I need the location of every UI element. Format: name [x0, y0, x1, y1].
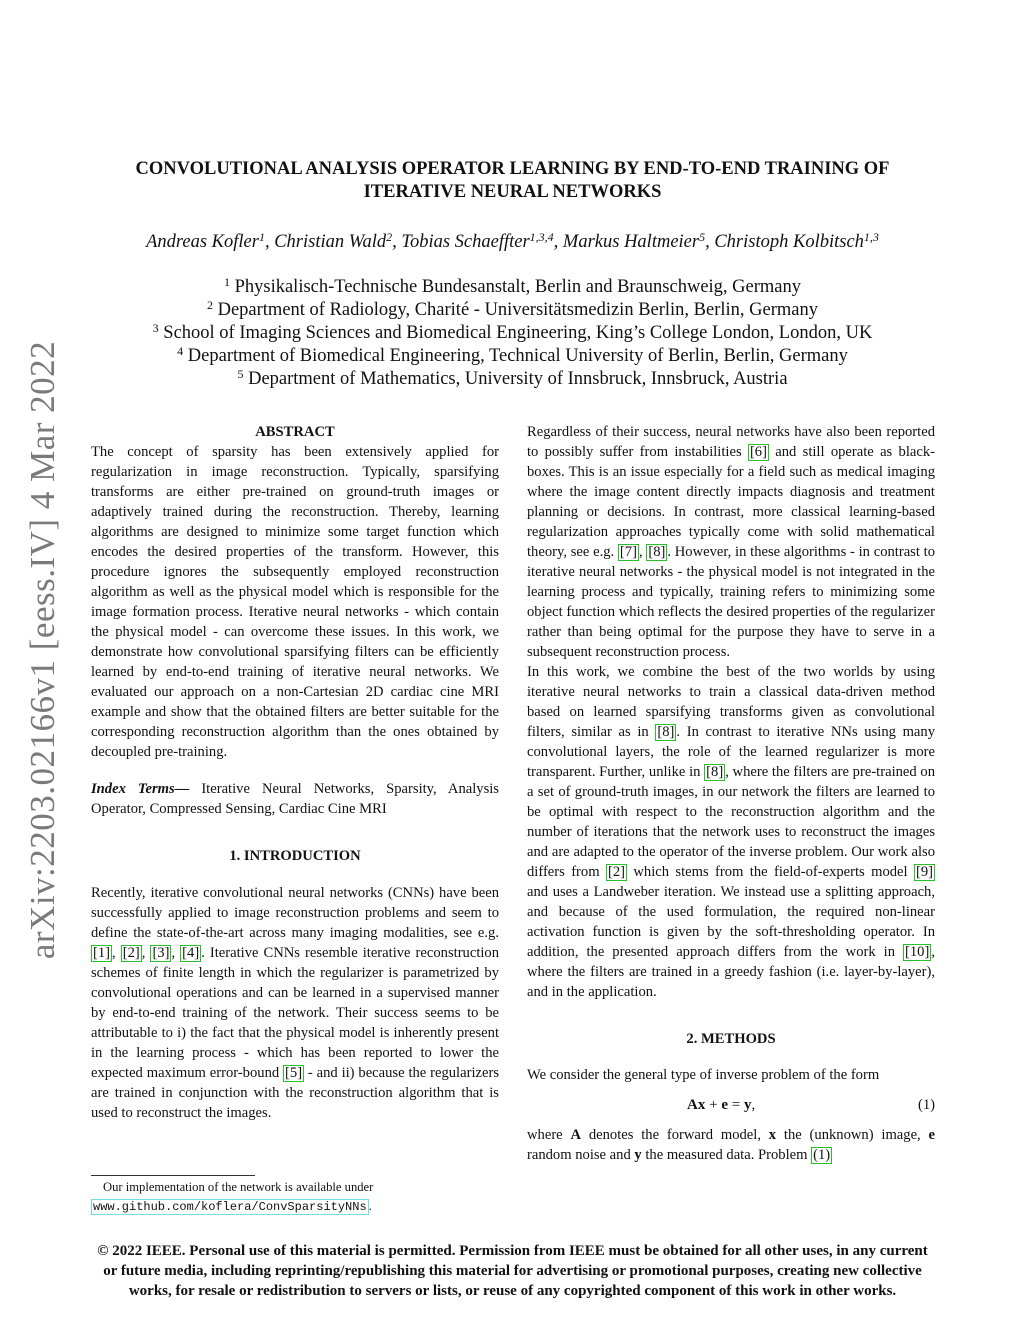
author: Markus Haltmeier$^5$, [562, 230, 715, 252]
affiliation-list [90, 276, 935, 391]
citation-link[interactable]: [3] [152, 945, 170, 961]
citation-link[interactable]: [8] [706, 764, 724, 780]
citation-link[interactable]: [1] [93, 945, 111, 961]
citation-link[interactable]: [6] [749, 444, 767, 460]
affiliation: $^5$ Department of Mathematics, University of Innsbruck, Innsbruck, Austria [237, 367, 788, 389]
equation-math: Ax + e = y, [687, 1097, 756, 1113]
citation-link[interactable]: [2] [607, 864, 625, 880]
citation-link[interactable]: [2] [122, 945, 140, 961]
paper-title: CONVOLUTIONAL ANALYSIS OPERATOR LEARNING BY END-TO-END TRAINING OF ITERATIVE NEURAL NETWORKS [135, 159, 890, 202]
author: Tobias Schaeffter$^{1,3,4}$, [401, 230, 563, 252]
affiliation: $^3$ School of Imaging Sciences and Biomedical Engineering, King’s College London, London, UK [152, 321, 873, 343]
methods-intro: We consider the general type of inverse problem of the form [527, 1067, 880, 1083]
equation-ref-link[interactable]: (1) [813, 1147, 831, 1163]
index-terms: Index Terms— Iterative Neural Networks, Sparsity, Analysis Operator, Compressed Sensing, Cardiac Cine MRI [91, 781, 499, 817]
equation-1 [527, 1095, 935, 1117]
introduction-text: Recently, iterative convolutional neural networks (CNNs) have been successfully applied to image reconstruction problems and seem to define the state-of-the-art across many imaging modalities, see e.g. [1] , [2] , [3] , [4] . Iterative CNNs resemble iterative reconstruction schemes of finite length in which the regularizer is parametrized by convolutional operations and can be learned in a supervised manner by end-to-end training of the network. Their success seems to be attributable to i) the fact that the physical model is inherently present in the learning process - which has been reported to lower the expected maximum error-bound [5] - and ii) because the regularizers are trained in conjunction with the reconstruction algorithm that is used to reconstruct the images. [91, 885, 500, 1121]
citation-link[interactable]: [10] [905, 944, 930, 960]
left-column [91, 422, 499, 1123]
affiliation: $^2$ Department of Radiology, Charité - Universitätsmedizin Berlin, Berlin, Germany [206, 298, 819, 320]
abstract-text: The concept of sparsity has been extensively applied for regularization in image reconstruction. Typically, sparsifying transforms are either pre-trained on ground-truth images or adaptively trained during the reconstruction. Thereby, learning algorithms are designed to minimize some target function which encodes the desired properties of the transform. However, this procedure ignores the subsequently employed reconstruction algorithm as well as the physical model which is responsible for the image formation process. Iterative neural networks - which contain the physical model - can overcome these issues. In this work, we demonstrate how convolutional sparsifying filters can be efficiently learned by end-to-end training of iterative neural networks. We evaluated our approach on a non-Cartesian 2D cardiac cine MRI example and show that the obtained filters are better suitable for the corresponding reconstruction algorithm than the ones obtained by decoupled pre-training. [91, 444, 499, 760]
citation-link[interactable]: [8] [648, 544, 666, 560]
intro-paragraph-2: Regardless of their success, neural networks have also been reported to possibly suffer from instabilities [6] and still operate as black-boxes. This is an issue especially for a field such as medical imaging where the image content directly impacts diagnosis and treatment planning or decisions. In contrast, more classical learning-based regularization approaches typically come with solid mathematical theory, see e.g. [7] , [8] . However, in these algorithms - in contrast to iterative neural networks - the physical model is not integrated in the learning process and typically, training refers to minimizing some object function which reflects the desired properties of the regularizer rather than being optimal for the purpose they have to serve in a subsequent reconstruction process. [527, 424, 936, 660]
citation-link[interactable]: [8] [657, 724, 675, 740]
affiliation: $^1$ Physikalisch-Technische Bundesanstalt, Berlin and Braunschweig, Germany [223, 275, 802, 297]
right-column [527, 422, 935, 1165]
arxiv-id-text: arXiv:2203.02166v1 [eess.IV] 4 Mar 2022 [23, 340, 62, 960]
arxiv-side-identifier [8, 340, 78, 960]
index-terms-label: Index Terms— [91, 781, 190, 797]
equation-number: (1) [917, 1097, 935, 1113]
abstract-heading: ABSTRACT [255, 424, 335, 440]
methods-text: where A denotes the forward model, x the (unknown) image, e random noise and y the measured data. Problem (1) [527, 1127, 935, 1163]
citation-link[interactable]: [5] [285, 1065, 303, 1081]
methods-heading: 2. METHODS [686, 1031, 776, 1047]
affiliation: $^4$ Department of Biomedical Engineering, Technical University of Berlin, Berlin, Germany [177, 344, 848, 366]
author-list [90, 230, 935, 254]
copyright-notice: © 2022 IEEE. Personal use of this material is permitted. Permission from IEEE must be obtained for all other uses, in any current or future media, including reprinting/republishing this material for advertising or promotional purposes, creating new collective works, for resale or redistribution to servers or lists, or reuse of any copyrighted component of this work in other works. [97, 1243, 928, 1299]
footnote: Our implementation of the network is available under www.github.com/koflera/ConvSparsityNNs . [93, 1180, 374, 1214]
introduction-heading: 1. INTRODUCTION [229, 848, 361, 864]
footnote-rule [91, 1175, 255, 1176]
intro-paragraph-3: In this work, we combine the best of the two worlds by using iterative neural networks to train a classical data-driven method based on learned sparsifying transforms given as convolutional filters, similar as in [8] . In contrast to iterative NNs using many convolutional layers, the role of the learned regularizer is more transparent. Further, unlike in [8] , where the filters are pre-trained on a set of ground-truth images, in our network the filters are learned to be optimal with respect to the reconstruction algorithm and the number of iterations that the network uses to reconstruct the images and are adapted to the operator of the inverse problem. Our work also differs from [2] which stems from the field-of-experts model [9] and uses a Landweber iteration. We instead use a splitting approach, and because of the used formulation, the required non-linear activation function is given by the soft-thresholding operator. In addition, the presented approach differs from the work in [10] , where the filters are trained in a greedy fashion (i.e. layer-by-layer), and in the application. [527, 664, 935, 1000]
citation-link[interactable]: [9] [915, 864, 933, 880]
citation-link[interactable]: [4] [182, 945, 200, 961]
author: Christian Wald$^2$, [274, 230, 402, 252]
author: Andreas Kofler$^1$, [146, 230, 275, 252]
citation-link[interactable]: [7] [619, 544, 637, 560]
github-link[interactable]: www.github.com/koflera/ConvSparsityNNs [93, 1200, 367, 1214]
author: Christoph Kolbitsch$^{1,3}$ [714, 230, 879, 252]
